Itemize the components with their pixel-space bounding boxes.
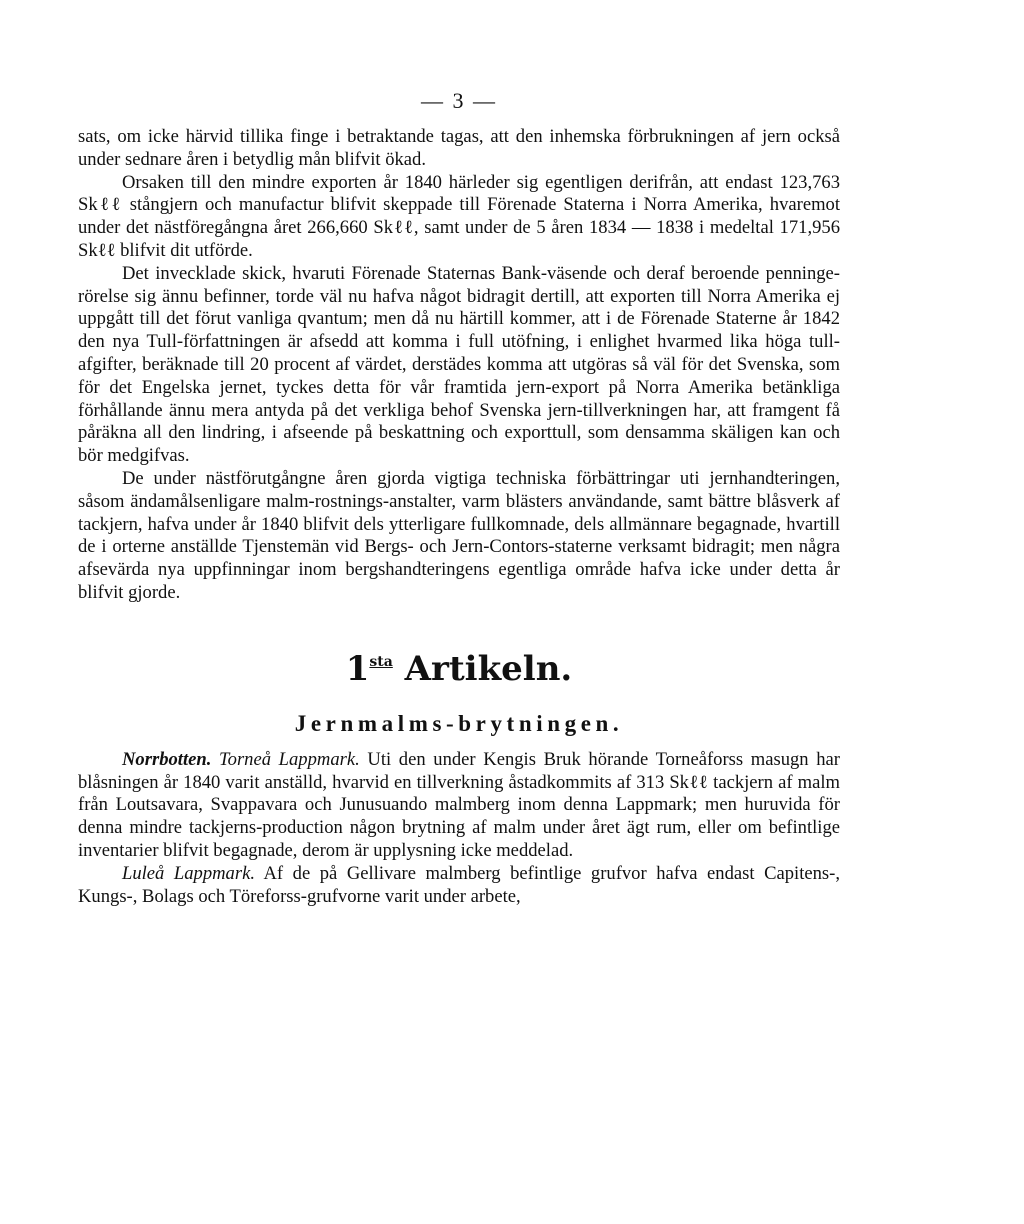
- paragraph-bank-system: Det invecklade skick, hvaruti Förenade Staternas Bank-väsende och deraf beroende penninge-rörelse sig ännu befinner, torde väl nu hafva något bidragit dertill, att exporten till Norra Amerika ej uppgått till det förut vanliga qvantum; men då nu härtill kommer, att i de Förenade Staterne år 1842 den nya Tull-författningen är afsedd att komma i full utöfning, i enlighet hvarmed lika höga tull-afgifter, beräknade till 20 procent af värdet, derstädes komma att utgöras så väl för det Svenska, som för det Engelska jernet, tyckes detta för vår framtida jern-export på Norra Amerika betänkliga förhållande ännu mera antyda på det verkliga behof Svenska jern-tillverkningen har, att framgent få påräkna all den lindring, i afseende på beskattning och exporttull, som densamma skäligen kan och bör medgifvas.: [78, 262, 840, 467]
- paragraph-norrbotten: [78, 749, 840, 863]
- page-number: — 3 —: [421, 88, 497, 113]
- paragraph-export-cause: Orsaken till den mindre exporten år 1840 härleder sig egentligen derifrån, att endast 123,763 Skℓℓ stångjern och manufactur blifvit skeppade till Förenade Staterna i Norra Amerika, hvaremot under det nästföregångna året 266,660 Skℓℓ, samt under de 5 åren 1834 — 1838 i medeltal 171,956 Skℓℓ blifvit dit utförde.: [78, 171, 840, 261]
- article-heading: [78, 649, 840, 689]
- article-number: 1: [345, 648, 370, 689]
- sub-region-name: Torneå Lappmark.: [219, 748, 360, 770]
- paragraph-text: Af de på Gellivare malmberg befintlige grufvor hafva endast Capitens-, Kungs-, Bolags och Töreforss-grufvorne varit under arbete,: [78, 862, 840, 907]
- paragraph-text: Uti den under Kengis Bruk hörande Torneåforss masugn har blåsningen år 1840 varit anställd, hvarvid en tillverkning åstadkommits af 313 Skℓℓ tackjern af malm från Loutsavara, Svappavara och Junusuando malmberg inom denna Lappmark; men huruvida för denna mindre tackjerns-production någon brytning af malm under året ägt rum, eller om befintlige inventarier blifvit begagnade, derom är upplysning icke meddelad.: [78, 748, 840, 861]
- section-title: Jernmalms-brytningen.: [294, 710, 624, 736]
- paragraph-technical-improvements: De under nästförutgångne åren gjorda vigtiga techniska förbättringar uti jernhandteringen, såsom ändamålsenligare malm-rostnings-anstalter, varm blästers användande, samt bättre blåsverk af tackjern, hafva under år 1840 blifvit dels ytterligare fullkomnade, dels allmännare begagnade, hvartill de i orterne anställde Tjenstemän vid Bergs- och Jern-Contors-staterne verksamt bidragit; men några afsevärda nya uppfinningar inom bergshandteringens egentliga område hafva icke under detta år blifvit gjorde.: [78, 467, 840, 603]
- region-name: Norrbotten.: [122, 748, 212, 770]
- sub-region-name: Luleå Lappmark.: [122, 862, 255, 884]
- article-number-suffix: sta: [369, 653, 393, 670]
- paragraph-lulea: [78, 863, 840, 909]
- document-page: [78, 88, 840, 908]
- article-title: Artikeln.: [404, 648, 573, 689]
- paragraph-continuation: sats, om icke härvid tillika finge i betraktande tagas, att den inhemska förbrukningen af jern också under sednare åren i betydlig mån blifvit ökad.: [78, 126, 840, 170]
